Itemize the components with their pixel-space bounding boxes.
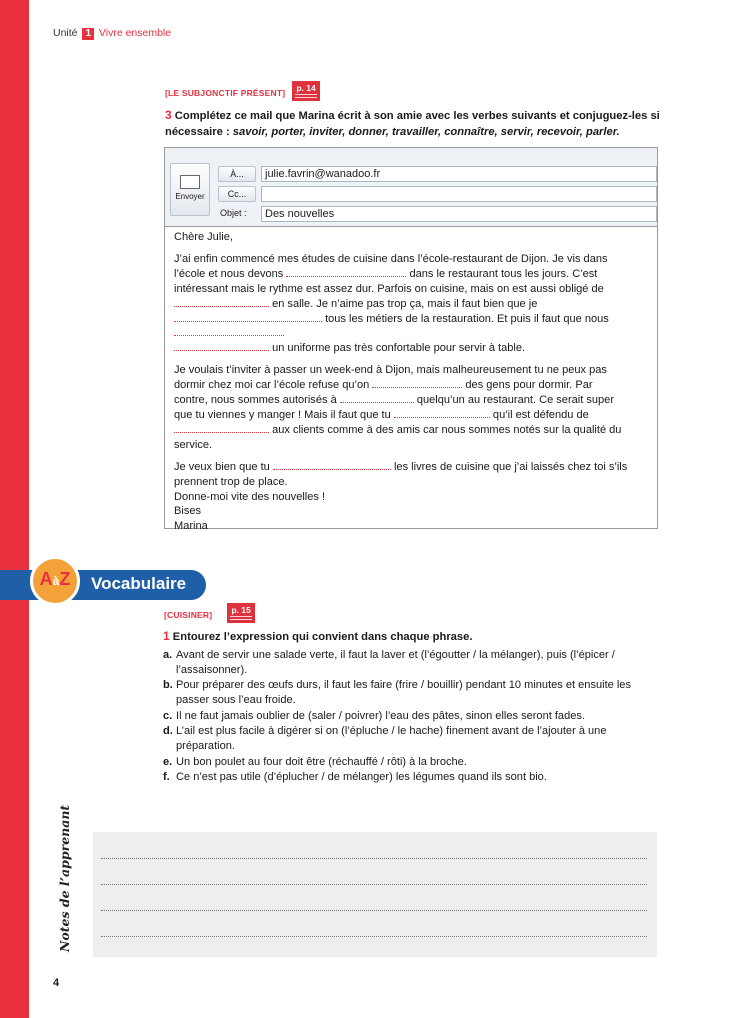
body-line: prennent trop de place. [174,475,288,488]
page-number: 4 [53,977,60,989]
blank-2 [174,297,269,307]
body-line: aux clients comme à des amis car nous sommes notés sur la qualité du [272,423,622,436]
item-letter: d. [163,725,173,738]
list-item [163,770,653,785]
body-line: un uniforme pas très confortable pour servir à table. [272,342,526,355]
instruction-text: Entourez l’expression qui convient dans chaque phrase. [172,631,473,643]
instruction-text: Complétez ce mail que Marina écrit à son amie avec les verbes suivants et conjuguez-les si nécessaire : [165,110,660,138]
body-line: service. [174,438,213,451]
list-item [163,724,653,754]
cc-field[interactable] [261,186,657,202]
signature: Marina [174,520,208,533]
page-ref-badge: p. 15 [227,603,255,623]
blank-3 [174,312,322,322]
email-header [165,148,657,227]
to-field[interactable]: julie.favrin@wanadoo.fr [261,166,657,182]
item-text: Un bon poulet au four doit être (réchauffé / rôti) à la broche. [176,755,467,768]
body-line: qu’il est défendu de [492,408,589,421]
subject-label: Objet : [220,208,247,218]
body-line: Je voulais t’inviter à passer un week-end à Dijon, mais malheureusement tu ne peux pas [174,364,607,377]
item-text: Pour préparer des œufs durs, il faut les faire (frire / bouillir) pendant 10 minutes et ensuite les passer sous l’eau froide. [176,679,631,707]
blank-1 [286,267,406,277]
notes-line [101,910,647,911]
unit-number-badge: 1 [82,28,94,40]
body-line: Bises [174,505,202,518]
left-margin-bar [0,0,29,1018]
body-line: Donne-moi vite des nouvelles ! [174,490,326,503]
item-text: Ce n’est pas utile (d’éplucher / de mélanger) les légumes quand ils sont bio. [176,771,547,784]
body-line: que tu viennes y manger ! Mais il faut que tu [174,408,391,421]
body-line: contre, nous sommes autorisés à [174,394,337,407]
item-letter: e. [163,755,173,768]
notes-line [101,936,647,937]
blank-5 [174,341,269,351]
body-line: en salle. Je n’aime pas trop ça, mais il faut bien que je [272,297,538,310]
item-text: Avant de servir une salade verte, il faut la laver et (l’égoutter / la mélanger), puis (l’épicer / l’assaisonner). [176,649,615,676]
list-item [163,755,653,770]
notes-line [101,858,647,859]
send-button[interactable] [170,163,210,216]
exercise-items [163,648,653,786]
greeting: Chère Julie, [174,231,233,243]
notes-label: Notes de l’apprenant [57,804,72,952]
email-compose-window [164,147,658,533]
blank-7 [340,393,414,403]
exercise-number: 3 [165,108,172,122]
item-letter: c. [163,709,173,722]
body-line: J’ai enfin commencé mes études de cuisine dans l’école-restaurant de Dijon. Je vis dans [174,252,608,265]
list-item [163,709,653,724]
email-body[interactable] [174,230,644,534]
subject-field[interactable]: Des nouvelles [261,206,657,222]
blank-10 [273,460,391,470]
notes-area[interactable] [93,832,657,957]
body-line: dans le restaurant tous les jours. C’est [409,267,598,280]
body-line: intéressant mais le rythme est assez dur. Parfois on cuisine, mais on est aussi obligé de [174,282,604,295]
a-to-z-icon [30,556,80,606]
badge-sep: à [52,574,60,588]
cc-button[interactable]: Cc... [218,186,256,202]
send-label: Envoyer [175,192,205,201]
exercise-3-instruction [165,108,665,140]
item-text: L’ail est plus facile à digérer si on (l’épluche / le hache) finement avant de l’ajouter à une préparation. [176,725,607,753]
item-letter: b. [163,679,173,692]
body-line: quelqu’un au restaurant. Ce serait super [416,394,614,407]
notes-line [101,884,647,885]
unit-header [53,27,171,40]
section-tag-subjonctif: [LE SUBJONCTIF PRÉSENT] [165,88,286,98]
item-letter: a. [163,649,173,661]
page-ref-badge: p. 14 [292,81,320,101]
list-item [163,648,653,678]
blank-4 [174,326,284,336]
unit-title: Vivre ensemble [98,27,172,39]
blank-6 [372,378,462,388]
body-line: des gens pour dormir. Par [465,379,593,392]
to-button[interactable]: À... [218,166,256,182]
exercise-1-instruction [163,629,472,643]
item-letter: f. [163,771,170,784]
envelope-icon [180,175,200,189]
verb-list: savoir, porter, inviter, donner, travailler, connaître, servir, recevoir, parler. [232,125,620,138]
body-line: Je veux bien que tu [174,460,270,473]
blank-9 [174,423,269,433]
blank-8 [394,408,490,418]
section-tag-cuisiner: [CUISINER] [164,610,213,620]
item-text: Il ne faut jamais oublier de (saler / poivrer) l’eau des pâtes, sinon elles seront fades. [176,709,585,722]
badge-a: A [39,569,53,589]
unit-label: Unité [53,27,78,39]
vocabulary-title: Vocabulaire [91,574,187,593]
body-line: l’école et nous devons [174,267,284,280]
list-item [163,678,653,708]
body-line: dormir chez moi car l’école refuse qu’on [174,379,370,392]
badge-z: Z [59,569,71,589]
body-line: tous les métiers de la restauration. Et puis il faut que nous [325,312,609,325]
exercise-number: 1 [163,629,170,643]
body-line: les livres de cuisine que j’ai laissés chez toi s’ils [393,460,628,473]
